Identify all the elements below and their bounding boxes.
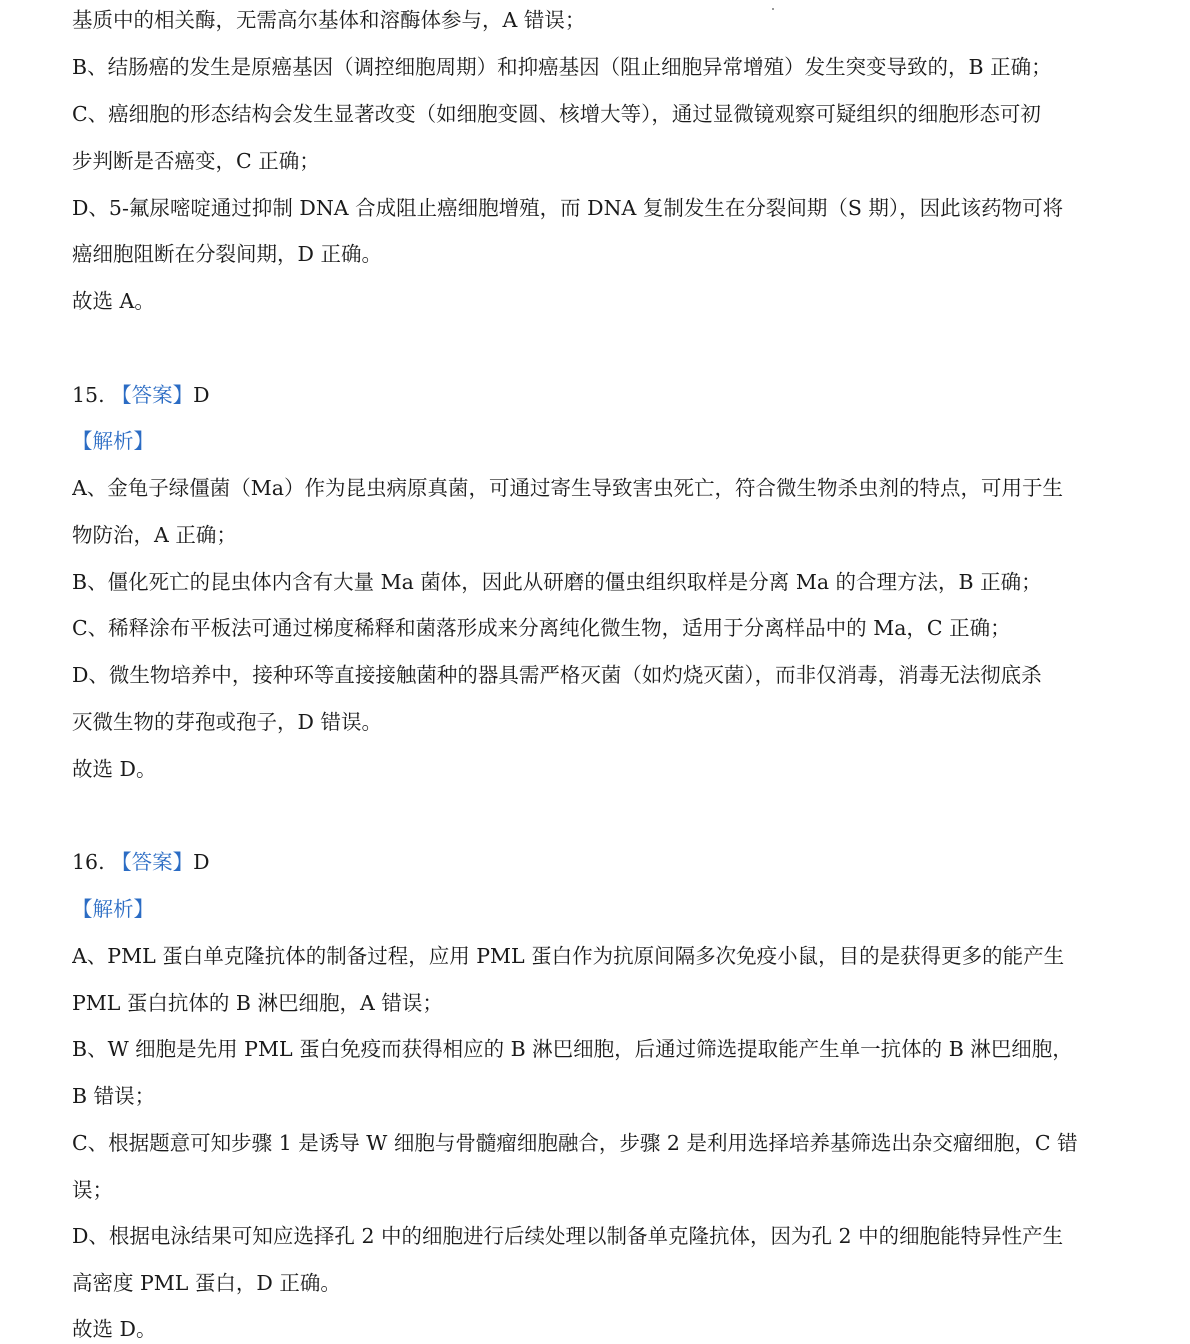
q14-analysis-line: B、结肠癌的发生是原癌基因（调控细胞周期）和抑癌基因（阻止细胞异常增殖）发生突变导致的，B 正确；	[72, 55, 1052, 79]
q16-analysis-line: B 错误；	[72, 1084, 156, 1108]
q16-number: 16.	[72, 850, 112, 874]
q15-answer-tag: 【答案】	[111, 383, 194, 407]
q16-analysis-line: PML 蛋白抗体的 B 淋巴细胞，A 错误；	[72, 991, 443, 1015]
q14-analysis-line: 癌细胞阻断在分裂间期，D 正确。	[72, 242, 382, 266]
q15-analysis-line: C、稀释涂布平板法可通过梯度稀释和菌落形成来分离纯化微生物，适用于分离样品中的 Ma，C 正确；	[72, 616, 1011, 640]
q14-analysis-line: 基质中的相关酶，无需高尔基体和溶酶体参与，A 错误；	[72, 8, 586, 32]
q16-answer-value: D	[193, 850, 210, 874]
q15-analysis-line: A、金龟子绿僵菌（Ma）作为昆虫病原真菌，可通过寄生导致害虫死亡，符合微生物杀虫剂的特点，可用于生	[72, 476, 1064, 500]
q15-analysis-tag: 【解析】	[72, 429, 154, 453]
q15-number: 15.	[72, 383, 112, 407]
q14-conclusion: 故选 A。	[72, 289, 155, 313]
q16-analysis-line: 高密度 PML 蛋白，D 正确。	[72, 1271, 341, 1295]
q14-analysis-line: C、癌细胞的形态结构会发生显著改变（如细胞变圆、核增大等），通过显微镜观察可疑组织的细胞形态可初	[72, 102, 1041, 126]
q15-answer-heading	[72, 381, 1132, 409]
q16-conclusion: 故选 D。	[72, 1317, 157, 1341]
q15-analysis-line: 灭微生物的芽孢或孢子，D 错误。	[72, 710, 382, 734]
q15-analysis-line: D、微生物培养中，接种环等直接接触菌种的器具需严格灭菌（如灼烧灭菌），而非仅消毒，消毒无法彻底杀	[72, 663, 1042, 687]
q15-analysis-line: B、僵化死亡的昆虫体内含有大量 Ma 菌体，因此从研磨的僵虫组织取样是分离 Ma 的合理方法，B 正确；	[72, 570, 1042, 594]
q16-analysis-line: A、PML 蛋白单克隆抗体的制备过程，应用 PML 蛋白作为抗原间隔多次免疫小鼠，目的是获得更多的能产生	[72, 944, 1065, 968]
q16-answer-heading	[72, 848, 1132, 876]
q14-analysis-line: 步判断是否癌变，C 正确；	[72, 149, 320, 173]
q15-conclusion: 故选 D。	[72, 757, 157, 781]
q16-analysis-line: B、W 细胞是先用 PML 蛋白免疫而获得相应的 B 淋巴细胞，后通过筛选提取能产生单一抗体的 B 淋巴细胞，	[72, 1037, 1073, 1061]
q15-analysis-line: 物防治，A 正确；	[72, 523, 237, 547]
q16-analysis-tag: 【解析】	[72, 897, 154, 921]
q16-analysis-line: 误；	[72, 1178, 113, 1202]
q15-answer-value: D	[193, 383, 210, 407]
q14-analysis-line: D、5-氟尿嘧啶通过抑制 DNA 合成阻止癌细胞增殖，而 DNA 复制发生在分裂间期（S 期），因此该药物可将	[72, 196, 1064, 220]
q16-answer-tag: 【答案】	[111, 850, 194, 874]
q16-analysis-line: C、根据题意可知步骤 1 是诱导 W 细胞与骨髓瘤细胞融合，步骤 2 是利用选择培养基筛选出杂交瘤细胞，C 错	[72, 1131, 1078, 1155]
q16-analysis-line: D、根据电泳结果可知应选择孔 2 中的细胞进行后续处理以制备单克隆抗体，因为孔 2 中的细胞能特异性产生	[72, 1224, 1064, 1248]
